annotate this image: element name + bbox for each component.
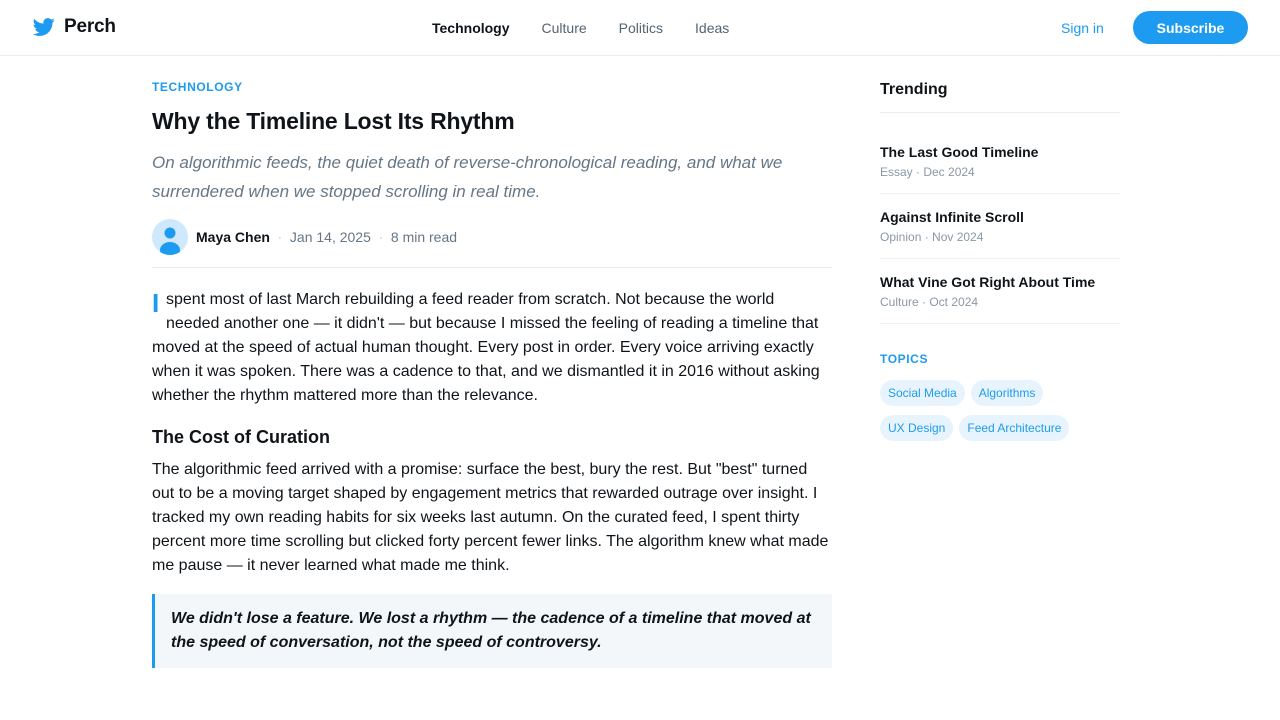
primary-nav [432, 19, 761, 37]
trending-heading: Trending [880, 80, 1120, 113]
article-subtitle: On algorithmic feeds, the quiet death of reverse-chronological reading, and what we surrendered when we stopped scrolling in real time. [152, 153, 783, 201]
intro-paragraph-text: spent most of last March rebuilding a feed reader from scratch. Not because the world needed another one — it didn't — but because I missed the feeling of reading a timeline that moved at the speed of actual human thought. Every post in order. Every voice arriving exactly when it was spoken. There was a cadence to that, and we dismantled it in 2016 without asking whether the rhythm mattered more than the relevance. [152, 291, 820, 404]
nav-politics[interactable]: Politics [618, 20, 664, 36]
trending-item-title[interactable]: The Last Good Timeline [880, 144, 1039, 160]
trending-item-meta: Essay · Dec 2024 [880, 165, 975, 179]
avatar[interactable] [152, 219, 188, 255]
bird-icon [33, 16, 55, 38]
article-divider [152, 267, 832, 268]
nav-technology[interactable]: Technology [432, 20, 510, 36]
read-time: 8 min read [390, 229, 458, 245]
user-silhouette-icon [152, 219, 188, 255]
publish-date: Jan 14, 2025 [289, 229, 371, 245]
byline [152, 219, 832, 255]
trending-item-title[interactable]: Against Infinite Scroll [880, 209, 1024, 225]
topics-heading: TOPICS [880, 352, 929, 366]
topic-chip-ux-design[interactable]: UX Design [880, 415, 953, 441]
body-paragraph: The algorithmic feed arrived with a promise: surface the best, bury the rest. But "best" turned out to be a moving target shaped by engagement metrics that rewarded outrage over insight. I tracked my own reading habits for six weeks last autumn. On the curated feed, I spent thirty percent more time scrolling but clicked forty percent fewer links. The algorithm knew what made me pause — it never learned what made me think. [152, 461, 829, 574]
intro-paragraph [152, 288, 832, 408]
brand-logo-link[interactable] [33, 16, 116, 38]
topic-chip-social-media[interactable]: Social Media [880, 380, 965, 406]
trending-item-meta: Opinion · Nov 2024 [880, 230, 984, 244]
trending-item-meta: Culture · Oct 2024 [880, 295, 979, 309]
trending-item-title[interactable]: What Vine Got Right About Time [880, 274, 1096, 290]
byline-separator: · [277, 230, 282, 244]
pull-quote: We didn't lose a feature. We lost a rhythm — the cadence of a timeline that moved at the speed of conversation, not the speed of controversy. [152, 594, 832, 668]
sidebar [880, 80, 1120, 450]
subscribe-button[interactable]: Subscribe [1133, 11, 1248, 44]
byline-separator: · [378, 230, 383, 244]
trending-item[interactable] [880, 194, 1120, 259]
nav-ideas[interactable]: Ideas [695, 20, 730, 36]
sign-in-link[interactable]: Sign in [1061, 20, 1104, 36]
trending-item[interactable] [880, 259, 1120, 324]
trending-item[interactable] [880, 113, 1120, 194]
topic-chip-algorithms[interactable]: Algorithms [971, 380, 1044, 406]
brand-name: Perch [64, 16, 116, 37]
drop-cap: I [152, 288, 160, 318]
site-header [0, 0, 1280, 56]
article-category-link[interactable]: TECHNOLOGY [152, 80, 243, 94]
nav-culture[interactable]: Culture [541, 20, 587, 36]
article-title: Why the Timeline Lost Its Rhythm [152, 108, 515, 134]
topic-chip-feed-architecture[interactable]: Feed Architecture [959, 415, 1069, 441]
author-name[interactable]: Maya Chen [196, 229, 270, 245]
article [152, 80, 832, 668]
topic-chips [880, 380, 1120, 450]
section-heading: The Cost of Curation [152, 427, 330, 447]
